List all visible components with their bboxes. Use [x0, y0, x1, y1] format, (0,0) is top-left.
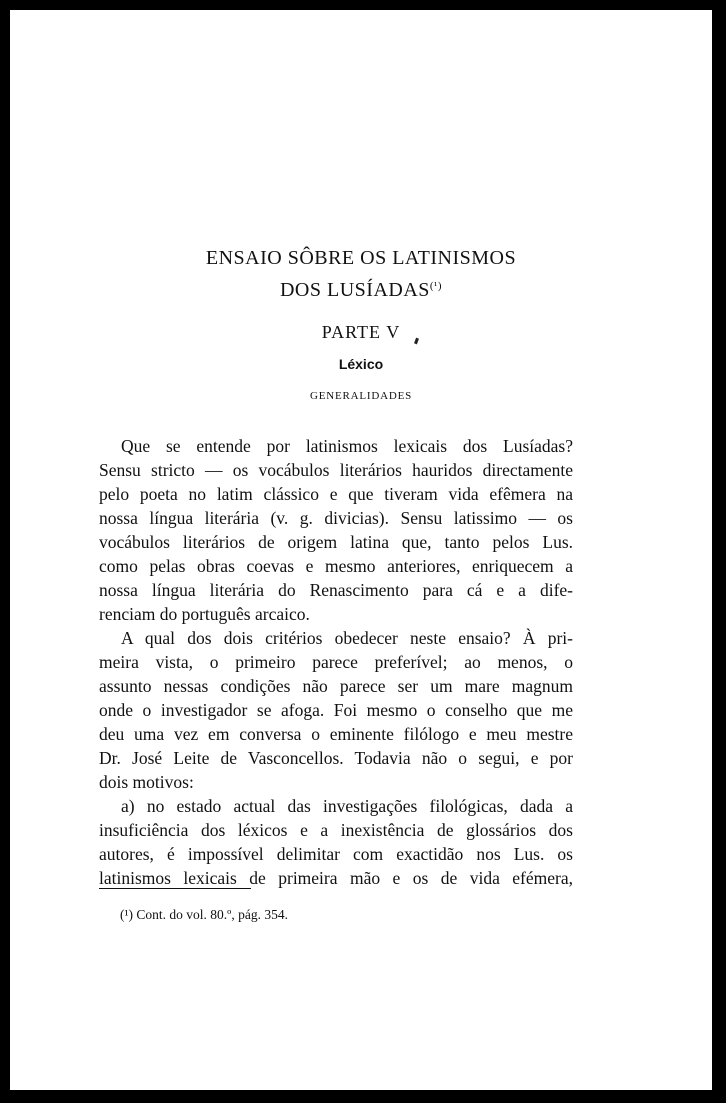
text-line: pelo poeta no latim clássico e que tiveram vida efêmera na [99, 484, 573, 504]
text-line: renciam do português arcaico. [99, 604, 310, 624]
text-line: Sensu stricto — os vocábulos literários hauridos directamente [99, 460, 573, 480]
text-line: latinismos lexicais de primeira mão e os de vida efémera, [99, 868, 573, 888]
footnote-reference: (¹) [429, 280, 443, 292]
title-line2-text: DOS LUSÍADAS [279, 279, 430, 301]
text-line: como pelas obras coevas e mesmo anteriores, enriquecem a [99, 556, 573, 576]
text-line: dois motivos: [99, 772, 194, 792]
text-line: vocábulos literários de origem latina que, tanto pelos Lus. [99, 532, 573, 552]
book-page [10, 10, 712, 1090]
subsection-heading: GENERALIDADES [309, 390, 413, 402]
page-title: ENSAIO SÔBRE OS LATINISMOS [205, 247, 517, 269]
footnote-divider [99, 888, 251, 889]
text-line: meira vista, o primeiro parece preferível; ao menos, o [99, 652, 573, 672]
text-line: Dr. José Leite de Vasconcellos. Todavia não o segui, e por [99, 748, 573, 768]
page-title-line2 [10, 272, 712, 304]
text-line: a) no estado actual das investigações filológicas, dada a [121, 796, 573, 816]
text-line: deu uma vez em conversa o eminente filólogo e meu mestre [99, 724, 573, 744]
text-line: nossa língua literária do Renascimento para cá e a dife- [99, 580, 573, 600]
text-line: assunto nessas condições não parece ser um mare magnum [99, 676, 573, 696]
part-heading: PARTE V [321, 322, 401, 342]
text-line: nossa língua literária (v. g. divicias). Sensu latissimo — os [99, 508, 573, 528]
section-heading: Léxico [338, 356, 384, 372]
text-line: onde o investigador se afoga. Foi mesmo o conselho que me [99, 700, 573, 720]
footnote: (¹) Cont. do vol. 80.º, pág. 354. [120, 907, 288, 922]
text-line: autores, é impossível delimitar com exactidão nos Lus. os [99, 844, 573, 864]
text-line: A qual dos dois critérios obedecer neste ensaio? À pri- [121, 628, 573, 648]
text-line: insuficiência dos léxicos e a inexistência de glossários dos [99, 820, 573, 840]
text-line: Que se entende por latinismos lexicais dos Lusíadas? [121, 436, 573, 456]
